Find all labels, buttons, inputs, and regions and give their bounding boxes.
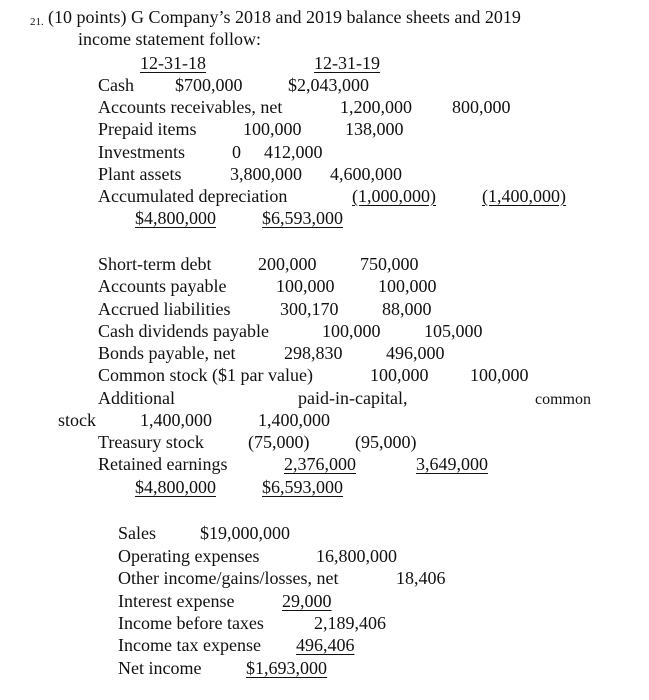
liability-label: Cash dividends payable xyxy=(98,321,269,341)
asset-label: Cash xyxy=(98,75,134,95)
asset-total-2019: $6,593,000 xyxy=(262,208,343,228)
is-label: Interest expense xyxy=(118,591,235,611)
apic-label-b: paid-in-capital, xyxy=(298,388,408,408)
question-title-line2: income statement follow: xyxy=(78,29,261,49)
asset-2018: 100,000 xyxy=(243,119,302,139)
asset-label: Accounts receivables, net xyxy=(98,97,283,117)
is-label: Income before taxes xyxy=(118,613,264,633)
liability-2018: 100,000 xyxy=(276,276,335,296)
liability-2018: 200,000 xyxy=(258,254,317,274)
liability-2018: 100,000 xyxy=(322,321,381,341)
is-value: 2,189,406 xyxy=(314,613,386,633)
asset-2018: $700,000 xyxy=(175,75,243,95)
liability-2018: 300,170 xyxy=(280,299,339,319)
asset-2019: $2,043,000 xyxy=(288,75,369,95)
liability-label: Common stock ($1 par value) xyxy=(98,365,313,385)
question-number: 21. xyxy=(30,16,44,28)
asset-2018: (1,000,000) xyxy=(352,186,436,206)
liability-2019: 100,000 xyxy=(378,276,437,296)
apic-label-a: Additional xyxy=(98,388,175,408)
apic-label-c: common xyxy=(535,391,591,408)
asset-label: Prepaid items xyxy=(98,119,197,139)
retained-2018: 2,376,000 xyxy=(284,454,356,474)
is-label: Operating expenses xyxy=(118,546,260,566)
liability-label: Accounts payable xyxy=(98,276,227,296)
treasury-label: Treasury stock xyxy=(98,432,204,452)
asset-2019: 800,000 xyxy=(452,97,511,117)
treasury-2019: (95,000) xyxy=(355,432,417,452)
liability-label: Accrued liabilities xyxy=(98,299,231,319)
liability-label: Bonds payable, net xyxy=(98,343,236,363)
asset-2019: 4,600,000 xyxy=(330,164,402,184)
header-2018: 12-31-18 xyxy=(140,53,206,73)
is-value: $1,693,000 xyxy=(246,658,327,678)
apic-label-d: stock xyxy=(58,410,96,430)
asset-label: Accumulated depreciation xyxy=(98,186,288,206)
is-label: Income tax expense xyxy=(118,635,261,655)
asset-2019: (1,400,000) xyxy=(482,186,566,206)
treasury-2018: (75,000) xyxy=(248,432,310,452)
asset-2018: 1,200,000 xyxy=(340,97,412,117)
is-label: Sales xyxy=(118,523,156,543)
liability-2019: 105,000 xyxy=(424,321,483,341)
apic-2018: 1,400,000 xyxy=(140,410,212,430)
is-value: 29,000 xyxy=(282,591,332,611)
liability-2018: 100,000 xyxy=(370,365,429,385)
liability-2019: 88,000 xyxy=(382,299,432,319)
asset-2019: 412,000 xyxy=(264,142,323,162)
liability-2019: 496,000 xyxy=(386,343,445,363)
retained-2019: 3,649,000 xyxy=(416,454,488,474)
asset-2018: 0 xyxy=(232,142,241,162)
asset-2019: 138,000 xyxy=(345,119,404,139)
is-value: 16,800,000 xyxy=(316,546,397,566)
header-2019: 12-31-19 xyxy=(314,53,380,73)
is-value: $19,000,000 xyxy=(200,523,290,543)
asset-label: Plant assets xyxy=(98,164,182,184)
liab-total-2018: $4,800,000 xyxy=(135,477,216,497)
liability-2019: 100,000 xyxy=(470,365,529,385)
asset-total-2018: $4,800,000 xyxy=(135,208,216,228)
asset-label: Investments xyxy=(98,142,185,162)
is-value: 18,406 xyxy=(396,568,446,588)
is-value: 496,406 xyxy=(296,635,355,655)
retained-label: Retained earnings xyxy=(98,454,228,474)
liability-label: Short-term debt xyxy=(98,254,212,274)
asset-2018: 3,800,000 xyxy=(230,164,302,184)
apic-2019: 1,400,000 xyxy=(258,410,330,430)
is-label: Net income xyxy=(118,658,202,678)
liability-2018: 298,830 xyxy=(284,343,343,363)
liab-total-2019: $6,593,000 xyxy=(262,477,343,497)
is-label: Other income/gains/losses, net xyxy=(118,568,339,588)
question-title-line1: (10 points) G Company’s 2018 and 2019 balance sheets and 2019 xyxy=(48,7,521,27)
liability-2019: 750,000 xyxy=(360,254,419,274)
